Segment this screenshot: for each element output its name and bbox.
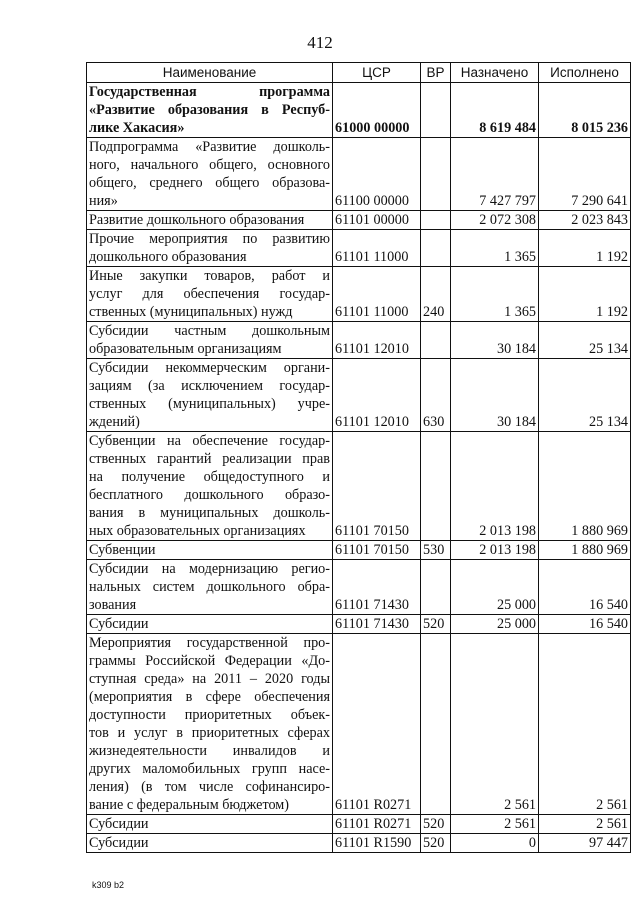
cell-name <box>87 634 333 815</box>
cell-vr: 520 <box>421 815 451 834</box>
table-body <box>87 83 631 853</box>
cell-executed: 16 540 <box>539 615 631 634</box>
cell-vr: 530 <box>421 541 451 560</box>
cell-name-line: доступности приоритетных объек- <box>89 707 330 723</box>
cell-name-line: Государственная программа <box>89 84 330 100</box>
cell-vr <box>421 560 451 615</box>
cell-name-line: зациям (за исключением государ- <box>89 378 330 394</box>
cell-name-line: услуг для обеспечения государ- <box>89 286 330 302</box>
footer-code: k309 b2 <box>92 880 125 890</box>
cell-name <box>87 541 333 560</box>
cell-name-line: общего, среднего общего образова- <box>89 175 330 191</box>
cell-csr: 61101 R0271 <box>333 634 421 815</box>
cell-assigned: 30 184 <box>451 359 539 432</box>
cell-csr: 61101 R0271 <box>333 815 421 834</box>
cell-vr <box>421 634 451 815</box>
header-assigned: Назначено <box>451 63 539 83</box>
cell-name <box>87 322 333 359</box>
cell-csr: 61100 00000 <box>333 138 421 211</box>
cell-assigned: 1 365 <box>451 267 539 322</box>
cell-name-line: дошкольного образования <box>89 249 247 265</box>
cell-assigned: 2 561 <box>451 815 539 834</box>
cell-name-line: вание с федеральным бюджетом) <box>89 797 289 813</box>
cell-vr: 520 <box>421 834 451 853</box>
cell-csr: 61101 71430 <box>333 615 421 634</box>
table-row <box>87 834 631 853</box>
cell-name-line: Субсидии на модернизацию регио- <box>89 561 330 577</box>
cell-name-line: ного, начального общего, основного <box>89 157 330 173</box>
table-row <box>87 815 631 834</box>
cell-name-line: граммы Российской Федерации «До- <box>89 653 330 669</box>
cell-vr <box>421 138 451 211</box>
cell-name-line: лике Хакасия» <box>89 120 185 136</box>
cell-executed: 7 290 641 <box>539 138 631 211</box>
cell-name-line: ния» <box>89 193 118 209</box>
cell-executed: 2 023 843 <box>539 211 631 230</box>
cell-assigned: 8 619 484 <box>451 83 539 138</box>
cell-assigned: 30 184 <box>451 322 539 359</box>
cell-name-line: Субсидии <box>89 835 149 851</box>
cell-name-line: Субсидии <box>89 816 149 832</box>
cell-assigned: 25 000 <box>451 615 539 634</box>
cell-name-line: ных образовательных организациях <box>89 523 306 539</box>
cell-vr <box>421 322 451 359</box>
cell-name-line: ственных гарантий реализации прав <box>89 451 330 467</box>
cell-name-line: Субсидии частным дошкольным <box>89 323 330 339</box>
cell-name <box>87 359 333 432</box>
cell-name-line: других маломобильных групп насе- <box>89 761 330 777</box>
cell-name <box>87 815 333 834</box>
table-row <box>87 634 631 815</box>
cell-executed: 8 015 236 <box>539 83 631 138</box>
cell-vr <box>421 211 451 230</box>
header-name: Наименование <box>87 63 333 83</box>
cell-name-line: Иные закупки товаров, работ и <box>89 268 330 284</box>
cell-name-line: ственных (муниципальных) учре- <box>89 396 330 412</box>
header-vr: ВР <box>421 63 451 83</box>
cell-executed: 2 561 <box>539 634 631 815</box>
cell-csr: 61101 00000 <box>333 211 421 230</box>
cell-name-line: образовательным организациям <box>89 341 282 357</box>
cell-csr: 61101 12010 <box>333 322 421 359</box>
budget-table <box>86 62 631 853</box>
cell-name <box>87 834 333 853</box>
cell-name-line: тов и услуг в приоритетных сферах <box>89 725 330 741</box>
table-row <box>87 615 631 634</box>
cell-executed: 97 447 <box>539 834 631 853</box>
cell-name-line: на получение общедоступного и <box>89 469 330 485</box>
table-row <box>87 560 631 615</box>
cell-name-line: нальных систем дошкольного обра- <box>89 579 330 595</box>
cell-assigned: 2 013 198 <box>451 432 539 541</box>
cell-vr: 520 <box>421 615 451 634</box>
cell-name-line: Субсидии некоммерческим органи- <box>89 360 330 376</box>
cell-name-line: вания в муниципальных дошколь- <box>89 505 330 521</box>
cell-name-line: Прочие мероприятия по развитию <box>89 231 330 247</box>
cell-executed: 1 192 <box>539 267 631 322</box>
cell-name <box>87 432 333 541</box>
cell-name-line: ступная среда» на 2011 – 2020 годы <box>89 671 330 687</box>
cell-csr: 61101 71430 <box>333 560 421 615</box>
cell-vr <box>421 83 451 138</box>
page-number: 412 <box>307 33 333 52</box>
header-csr: ЦСР <box>333 63 421 83</box>
table-row <box>87 541 631 560</box>
cell-name-line: Субвенции <box>89 542 156 558</box>
cell-name-line: «Развитие образования в Респуб- <box>89 102 330 118</box>
table-row <box>87 267 631 322</box>
table-row <box>87 83 631 138</box>
cell-name-line: жизнедеятельности инвалидов и <box>89 743 330 759</box>
cell-executed: 1 192 <box>539 230 631 267</box>
cell-name <box>87 138 333 211</box>
cell-executed: 25 134 <box>539 359 631 432</box>
cell-csr: 61101 R1590 <box>333 834 421 853</box>
cell-assigned: 1 365 <box>451 230 539 267</box>
table-row <box>87 230 631 267</box>
cell-name-line: зования <box>89 597 137 613</box>
table-header-row <box>87 63 631 83</box>
header-executed: Исполнено <box>539 63 631 83</box>
cell-executed: 1 880 969 <box>539 432 631 541</box>
cell-name <box>87 267 333 322</box>
cell-name-line: Субвенции на обеспечение государ- <box>89 433 330 449</box>
cell-executed: 2 561 <box>539 815 631 834</box>
cell-vr: 630 <box>421 359 451 432</box>
cell-name <box>87 615 333 634</box>
cell-name-line: Мероприятия государственной про- <box>89 635 330 651</box>
cell-assigned: 25 000 <box>451 560 539 615</box>
table-row <box>87 211 631 230</box>
cell-name <box>87 211 333 230</box>
cell-assigned: 2 561 <box>451 634 539 815</box>
cell-csr: 61101 70150 <box>333 432 421 541</box>
cell-csr: 61101 11000 <box>333 267 421 322</box>
cell-executed: 1 880 969 <box>539 541 631 560</box>
cell-name <box>87 230 333 267</box>
cell-name-line: бесплатного дошкольного образо- <box>89 487 330 503</box>
cell-csr: 61101 12010 <box>333 359 421 432</box>
cell-assigned: 7 427 797 <box>451 138 539 211</box>
cell-executed: 16 540 <box>539 560 631 615</box>
cell-name-line: (мероприятия в сфере обеспечения <box>89 689 330 705</box>
cell-name-line: ственных (муниципальных) нужд <box>89 304 293 320</box>
cell-csr: 61000 00000 <box>333 83 421 138</box>
cell-vr <box>421 230 451 267</box>
cell-name <box>87 560 333 615</box>
cell-name <box>87 83 333 138</box>
cell-name-line: Подпрограмма «Развитие дошколь- <box>89 139 330 155</box>
cell-assigned: 2 013 198 <box>451 541 539 560</box>
cell-executed: 25 134 <box>539 322 631 359</box>
cell-assigned: 2 072 308 <box>451 211 539 230</box>
cell-csr: 61101 70150 <box>333 541 421 560</box>
cell-vr: 240 <box>421 267 451 322</box>
cell-name-line: Развитие дошкольного образования <box>89 212 305 228</box>
cell-name-line: ления) (в том числе софинансиро- <box>89 779 330 795</box>
table-row <box>87 359 631 432</box>
cell-csr: 61101 11000 <box>333 230 421 267</box>
table-row <box>87 138 631 211</box>
cell-name-line: Субсидии <box>89 616 149 632</box>
cell-assigned: 0 <box>451 834 539 853</box>
cell-vr <box>421 432 451 541</box>
table-row <box>87 322 631 359</box>
table-row <box>87 432 631 541</box>
cell-name-line: ждений) <box>89 414 140 430</box>
